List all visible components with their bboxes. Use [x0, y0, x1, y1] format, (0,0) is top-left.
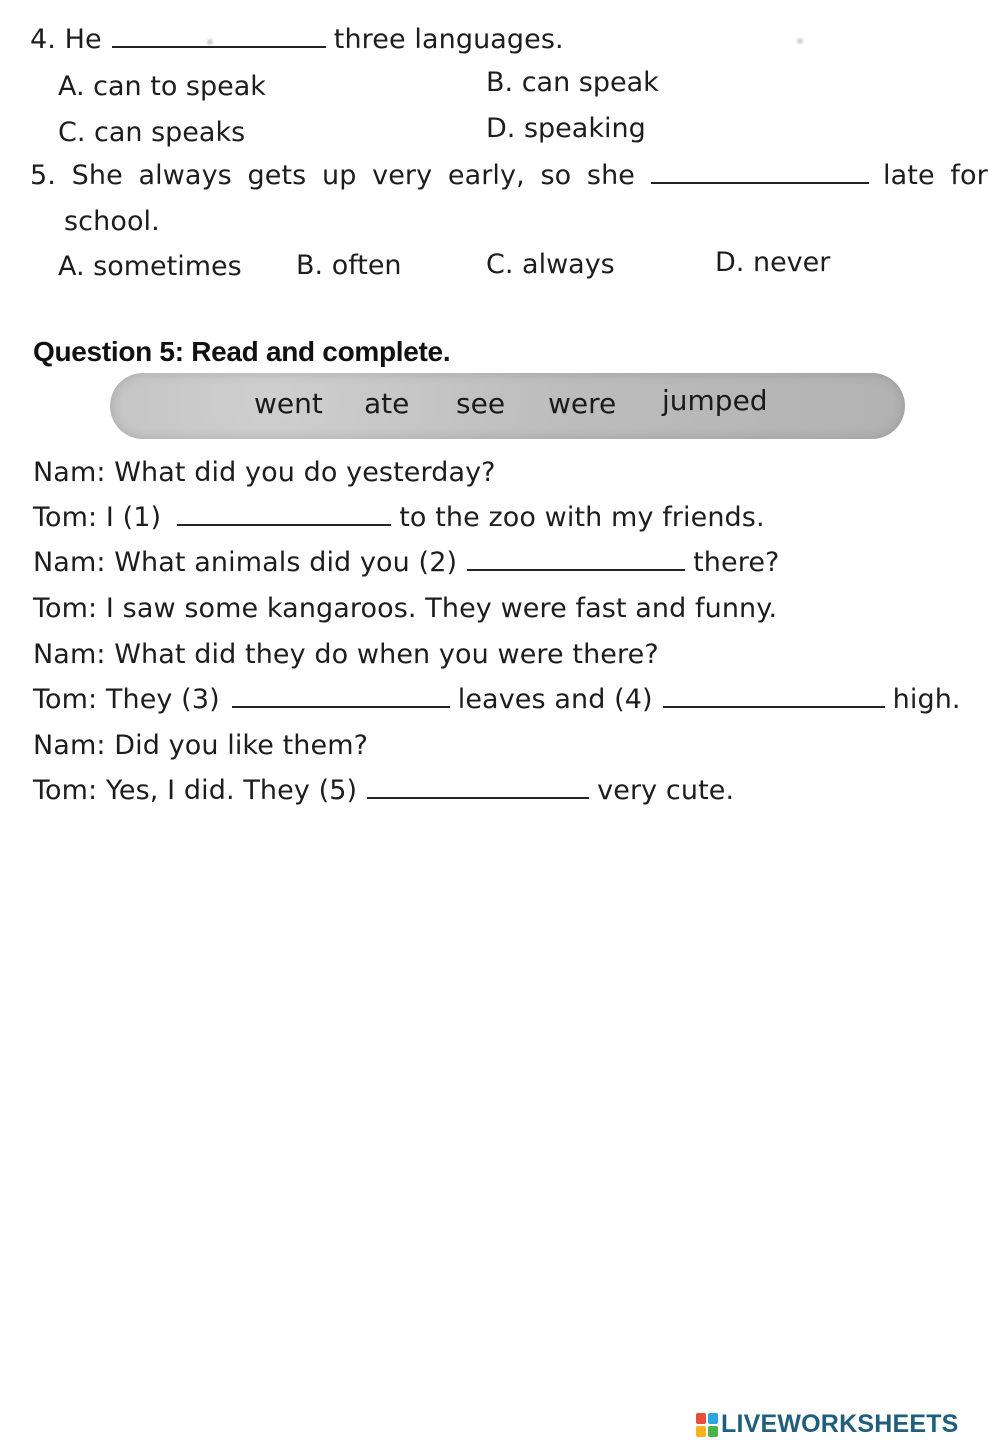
answer-blank-2[interactable] [467, 547, 685, 571]
dialogue-line [33, 683, 961, 717]
word-bank-item: went [254, 387, 323, 420]
dialogue-before: Tom: They (3) [33, 684, 220, 715]
icon-square [708, 1426, 718, 1437]
question-5-blank[interactable] [651, 160, 869, 184]
icon-square [708, 1413, 718, 1424]
word-bank [110, 373, 905, 439]
dialogue-line [33, 774, 734, 808]
liveworksheets-logo [696, 1410, 959, 1439]
question-5-prefix: 5. She always gets up very early, so she [30, 160, 636, 191]
dialogue-line: Nam: Did you like them? [33, 730, 369, 761]
question-4 [30, 23, 564, 57]
question-5-continuation: school. [64, 206, 160, 237]
question-4-option-c[interactable]: C. can speaks [58, 117, 246, 148]
dialogue-line: Nam: What did they do when you were there? [33, 639, 659, 670]
word-bank-item: ate [364, 387, 410, 420]
question-4-prefix: 4. He [30, 24, 102, 55]
question-4-option-b[interactable]: B. can speak [486, 67, 659, 98]
dialogue-after: high. [892, 684, 961, 715]
question-4-blank[interactable] [112, 24, 326, 48]
section-title: Question 5: Read and complete. [33, 336, 451, 367]
icon-square [696, 1413, 706, 1424]
dialogue-line [33, 501, 765, 535]
dialogue-before: Tom: Yes, I did. They (5) [33, 775, 358, 806]
answer-blank-1[interactable] [177, 502, 391, 526]
answer-blank-3[interactable] [232, 684, 450, 708]
question-4-suffix: three languages. [333, 24, 564, 55]
answer-blank-5[interactable] [367, 775, 589, 799]
question-4-option-a[interactable]: A. can to speak [58, 71, 266, 102]
dialogue-line [33, 546, 779, 580]
word-bank-item: jumped [662, 384, 768, 417]
dialogue-line: Nam: What did you do yesterday? [33, 457, 496, 488]
question-5-option-c[interactable]: C. always [486, 249, 615, 280]
scan-speck [795, 37, 805, 45]
dialogue-line: Tom: I saw some kangaroos. They were fast and funny. [33, 593, 778, 624]
word-bank-item: were [548, 387, 617, 420]
liveworksheets-icon [696, 1413, 718, 1437]
question-5-option-d[interactable]: D. never [715, 247, 831, 278]
question-5-option-a[interactable]: A. sometimes [58, 251, 242, 282]
scan-speck [205, 38, 215, 46]
word-bank-item: see [456, 387, 506, 420]
dialogue-after: very cute. [597, 775, 735, 806]
answer-blank-4[interactable] [663, 684, 885, 708]
dialogue-middle: leaves and (4) [457, 684, 653, 715]
question-4-option-d[interactable]: D. speaking [486, 113, 646, 144]
dialogue-after: to the zoo with my friends. [399, 502, 765, 533]
question-5-suffix: late for [883, 160, 988, 191]
dialogue-after: there? [693, 547, 780, 578]
dialogue-before: Tom: I (1) [33, 502, 162, 533]
icon-square [696, 1426, 706, 1437]
dialogue-before: Nam: What animals did you (2) [33, 547, 458, 578]
brand-name: LIVEWORKSHEETS [721, 1410, 959, 1438]
question-5 [30, 159, 988, 193]
question-5-option-b[interactable]: B. often [296, 250, 402, 281]
